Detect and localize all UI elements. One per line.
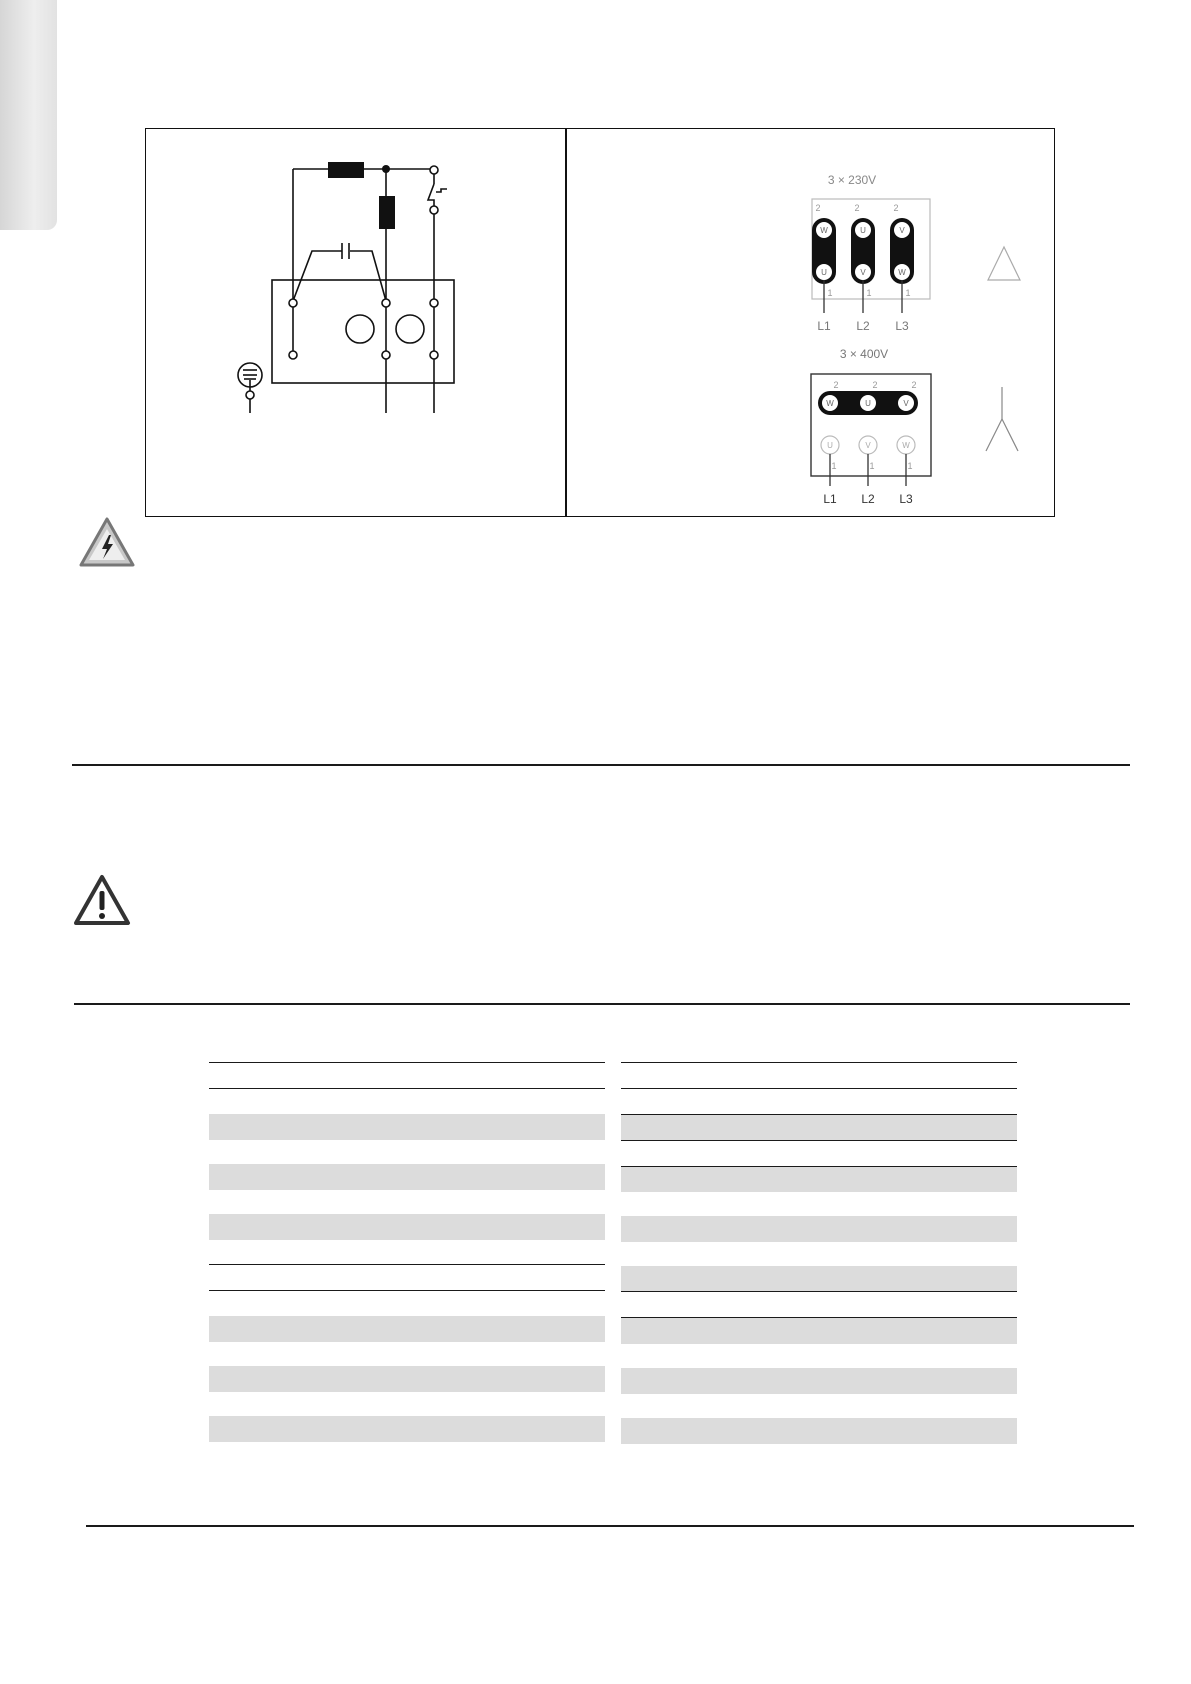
table-row xyxy=(621,1394,1017,1418)
star-terminal-label: W xyxy=(902,441,910,450)
star-top-number: 2 xyxy=(872,380,878,390)
star-top-number: 2 xyxy=(833,380,839,390)
wiring-diagram-frame xyxy=(145,128,1055,517)
table-row xyxy=(209,1062,605,1088)
star-line-label: L1 xyxy=(823,492,837,506)
table-row xyxy=(209,1416,605,1442)
table-row xyxy=(621,1140,1017,1166)
delta-line-label: L1 xyxy=(817,319,831,333)
star-symbol-icon xyxy=(986,387,1018,451)
delta-terminal-label: W xyxy=(820,226,828,235)
delta-top-number: 2 xyxy=(854,203,860,213)
three-phase-terminal-diagram xyxy=(566,129,1056,515)
star-top-number: 2 xyxy=(911,380,917,390)
table-row xyxy=(621,1242,1017,1266)
delta-bottom-number: 1 xyxy=(905,288,911,298)
section-divider xyxy=(86,1525,1134,1527)
table-row xyxy=(621,1216,1017,1242)
side-tab xyxy=(0,0,57,230)
delta-terminal-label: W xyxy=(898,268,906,277)
general-warning-icon xyxy=(73,874,131,926)
delta-voltage-label: 3 × 230V xyxy=(827,173,877,187)
star-terminal-label: V xyxy=(903,399,909,408)
star-bottom-number: 1 xyxy=(869,461,875,471)
table-row xyxy=(621,1318,1017,1344)
electric-hazard-warning-icon xyxy=(77,515,137,569)
delta-terminal-label: U xyxy=(821,268,827,277)
star-voltage-label: 3 × 400V xyxy=(839,347,889,361)
single-phase-wiring-diagram xyxy=(146,129,565,515)
table-row xyxy=(621,1088,1017,1114)
table-row xyxy=(621,1166,1017,1192)
star-terminal-label: W xyxy=(826,399,834,408)
table-row xyxy=(209,1264,605,1290)
table-row xyxy=(621,1062,1017,1088)
delta-top-number: 2 xyxy=(893,203,899,213)
table-row xyxy=(209,1240,605,1264)
table-row xyxy=(209,1114,605,1140)
star-terminal-label: U xyxy=(827,441,833,450)
table-row xyxy=(621,1266,1017,1292)
table-row xyxy=(209,1342,605,1366)
table-row xyxy=(621,1192,1017,1216)
table-row xyxy=(209,1316,605,1342)
delta-bottom-number: 1 xyxy=(827,288,833,298)
section-divider xyxy=(72,764,1130,766)
delta-terminal-label: U xyxy=(860,226,866,235)
table-row xyxy=(621,1418,1017,1444)
delta-symbol-icon xyxy=(988,247,1020,280)
table-row xyxy=(209,1164,605,1190)
star-bottom-number: 1 xyxy=(831,461,837,471)
table-row xyxy=(209,1290,605,1316)
table-row xyxy=(621,1292,1017,1318)
data-table-left xyxy=(209,1062,605,1442)
table-row xyxy=(209,1214,605,1240)
table-row xyxy=(621,1344,1017,1368)
star-terminal-label: V xyxy=(865,441,871,450)
star-terminal-label: U xyxy=(865,399,871,408)
table-row xyxy=(209,1190,605,1214)
table-row xyxy=(209,1392,605,1416)
delta-terminal-label: V xyxy=(860,268,866,277)
section-divider xyxy=(74,1003,1130,1005)
table-row xyxy=(621,1114,1017,1140)
data-table-right xyxy=(621,1062,1017,1444)
star-line-label: L3 xyxy=(899,492,913,506)
delta-top-number: 2 xyxy=(815,203,821,213)
table-row xyxy=(621,1368,1017,1394)
delta-bottom-number: 1 xyxy=(866,288,872,298)
delta-line-label: L2 xyxy=(856,319,870,333)
delta-line-label: L3 xyxy=(895,319,909,333)
table-row xyxy=(209,1140,605,1164)
star-bottom-number: 1 xyxy=(907,461,913,471)
table-row xyxy=(209,1366,605,1392)
delta-terminal-label: V xyxy=(899,226,905,235)
table-row xyxy=(209,1088,605,1114)
star-line-label: L2 xyxy=(861,492,875,506)
